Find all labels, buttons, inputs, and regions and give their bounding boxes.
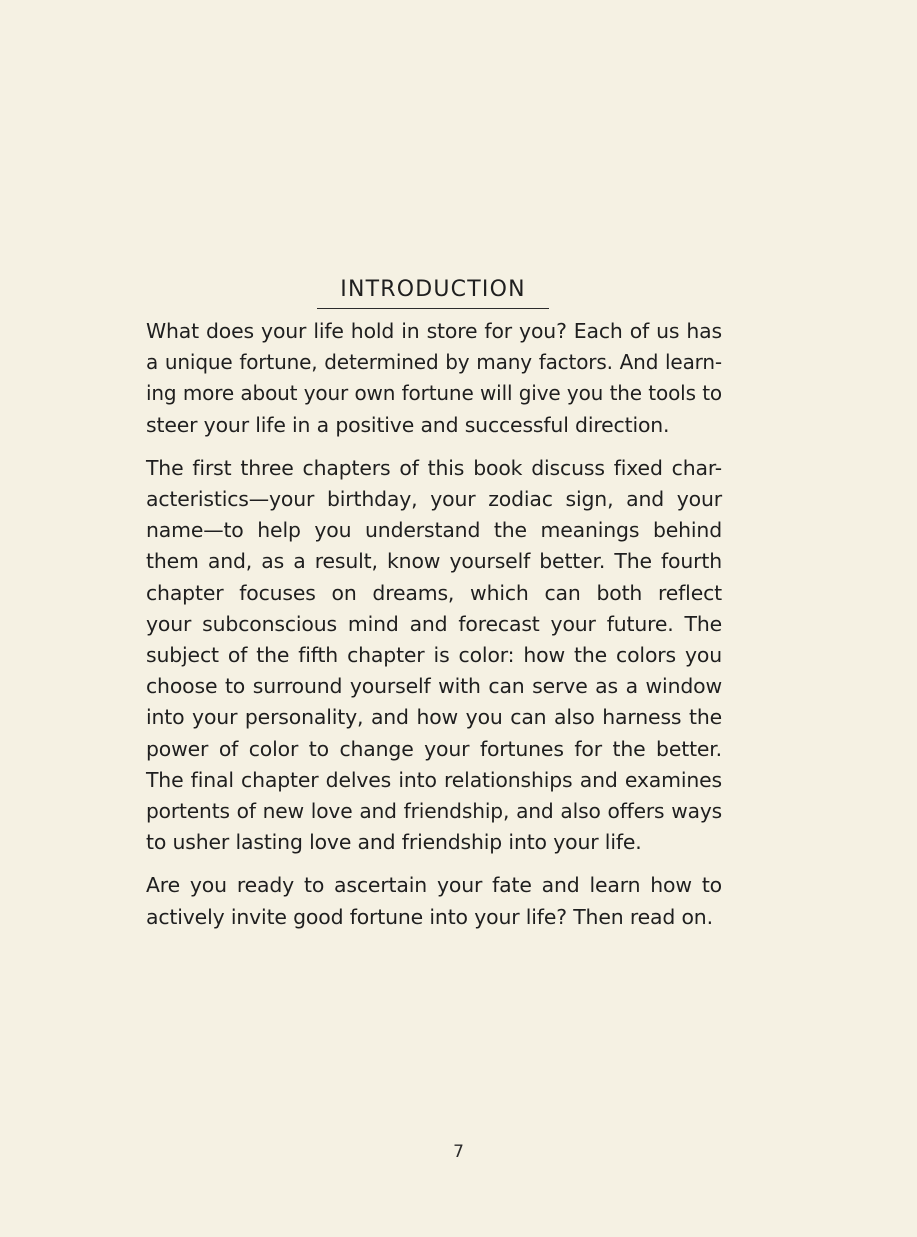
text-line: subject of the fifth chapter is color: how the colors you [146,643,722,668]
chapter-heading-block [317,276,549,309]
text-line: into your personality, and how you can also harness the [146,705,722,730]
text-line: steer your life in a positive and successful direction. [146,412,670,437]
paragraph-3 [146,870,722,932]
text-line: Are you ready to ascertain your fate and learn how to [146,873,722,898]
text-line: choose to surround yourself with can serve as a window [146,674,722,699]
text-line: your subconscious mind and forecast your future. The [146,611,722,636]
text-line: power of color to change your fortunes for the better. [146,736,722,761]
text-line: to usher lasting love and friendship into your life. [146,830,642,855]
chapter-heading: INTRODUCTION [340,277,526,302]
page-number: 7 [453,1142,464,1162]
text-line: portents of new love and friendship, and also offers ways [146,799,722,824]
text-line: ing more about your own fortune will give you the tools to [146,381,722,406]
text-line: chapter focuses on dreams, which can both reflect [146,580,722,605]
text-line: name—to help you understand the meanings behind [146,518,722,543]
body-text [146,316,722,945]
text-line: actively invite good fortune into your life? Then read on. [146,904,713,929]
text-line: What does your life hold in store for you? Each of us has [146,319,722,343]
text-line: acteristics—your birthday, your zodiac sign, and your [146,487,722,512]
heading-underline [317,308,549,309]
text-line: The first three chapters of this book discuss fixed char- [146,455,722,480]
text-line: them and, as a result, know yourself better. The fourth [146,549,722,574]
text-line: a unique fortune, determined by many factors. And learn- [146,350,722,375]
paragraph-2 [146,453,722,859]
paragraph-1 [146,316,722,441]
text-line: The final chapter delves into relationships and examines [146,767,722,792]
